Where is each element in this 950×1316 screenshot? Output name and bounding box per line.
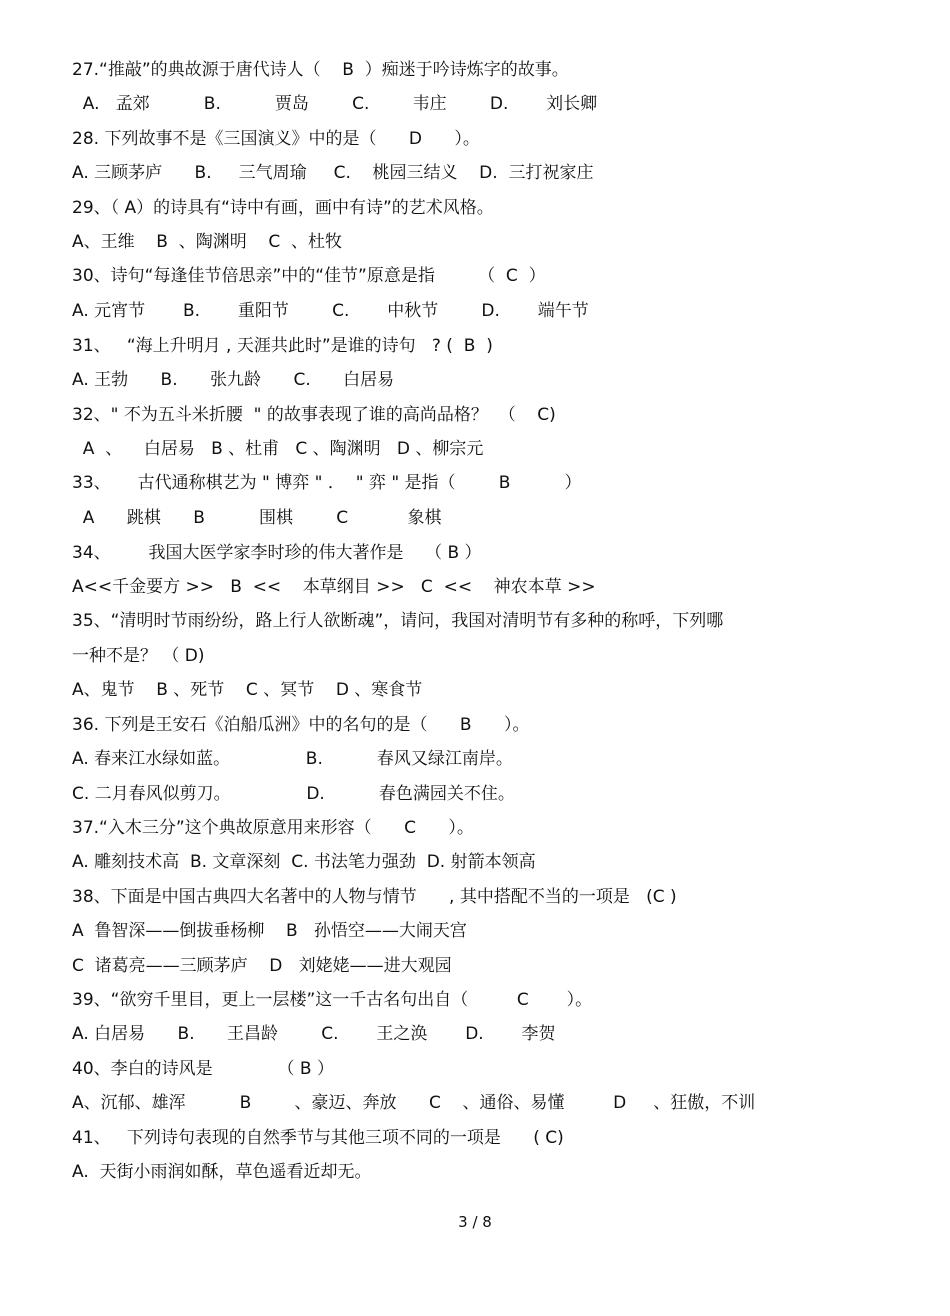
question-41: 41、 下列诗句表现的自然季节与其他三项不同的一项是 ( C) [72, 1128, 564, 1148]
question-30: 30、诗句“每逢佳节倍思亲”中的“佳节”原意是指 （ C ） [72, 266, 546, 286]
question-30-options: A. 元宵节 B. 重阳节 C. 中秋节 D. 端午节 [72, 301, 589, 321]
question-35: 35、“清明时节雨纷纷，路上行人欲断魂”，请问，我国对清明节有多种的称呼，下列哪 [72, 611, 724, 631]
question-38-options-cd: C 诸葛亮——三顾茅庐 D 刘姥姥——进大观园 [72, 956, 452, 976]
question-29-options: A、王维 B 、陶渊明 C 、杜牧 [72, 232, 343, 252]
question-27: 27.“推敲”的典故源于唐代诗人（ B ）痴迷于吟诗炼字的故事。 [72, 60, 569, 80]
question-39-options: A. 白居易 B. 王昌龄 C. 王之涣 D. 李贺 [72, 1024, 556, 1044]
question-33: 33、 古代通称棋艺为 " 博弈 " ． " 弈 " 是指（ B ） [72, 473, 582, 493]
question-28: 28. 下列故事不是《三国演义》中的是（ D ）。 [72, 129, 480, 149]
question-36: 36. 下列是王安石《泊船瓜洲》中的名句的是（ B ）。 [72, 715, 530, 735]
question-29: 29、（ A）的诗具有“诗中有画，画中有诗”的艺术风格。 [72, 198, 494, 218]
question-39: 39、“欲穷千里目，更上一层楼”这一千古名句出自（ C ）。 [72, 990, 593, 1010]
question-35-options: A、鬼节 B 、死节 C 、冥节 D 、寒食节 [72, 680, 423, 700]
question-28-options: A. 三顾茅庐 B. 三气周瑜 C. 桃园三结义 D. 三打祝家庄 [72, 163, 594, 183]
question-38-options-ab: A 鲁智深——倒拔垂杨柳 B 孙悟空——大闹天宫 [72, 921, 467, 941]
question-41-option-a: A. 天街小雨润如酥，草色遥看近却无。 [72, 1162, 372, 1182]
question-31: 31、 “海上升明月 , 天涯共此时”是谁的诗句 ? ( B ) [72, 336, 493, 356]
question-34: 34、 我国大医学家李时珍的伟大著作是 （ B ） [72, 543, 482, 563]
question-27-options: A. 孟郊 B. 贾岛 C. 韦庄 D. 刘长卿 [72, 94, 598, 114]
question-36-options-cd: C. 二月春风似剪刀。 D. 春色满园关不住。 [72, 784, 515, 804]
question-31-options: A. 王勃 B. 张九龄 C. 白居易 [72, 370, 395, 390]
question-38: 38、下面是中国古典四大名著中的人物与情节 , 其中搭配不当的一项是 (C ) [72, 887, 677, 907]
question-37-options: A. 雕刻技术高 B. 文章深刻 C. 书法笔力强劲 D. 射箭本领高 [72, 852, 536, 872]
question-40: 40、李白的诗风是 （ B ） [72, 1059, 334, 1079]
question-37: 37.“入木三分”这个典故原意用来形容（ C ）。 [72, 818, 474, 838]
question-36-options-ab: A. 春来江水绿如蓝。 B. 春风又绿江南岸。 [72, 749, 513, 769]
question-40-options: A、沉郁、雄浑 B 、豪迈、奔放 C 、通俗、易懂 D 、狂傲，不训 [72, 1093, 756, 1113]
question-33-options: A 跳棋 B 围棋 C 象棋 [72, 508, 442, 528]
question-32-options: A 、 白居易 B 、杜甫 C 、陶渊明 D 、柳宗元 [72, 439, 484, 459]
question-35-cont: 一种不是？ （ D) [72, 646, 205, 666]
page-number: 3 / 8 [458, 1213, 492, 1231]
question-34-options: A<<千金要方 >> B << 本草纲目 >> C << 神农本草 >> [72, 577, 596, 597]
question-32: 32、" 不为五斗米折腰 " 的故事表现了谁的高尚品格？ （ C) [72, 405, 556, 425]
